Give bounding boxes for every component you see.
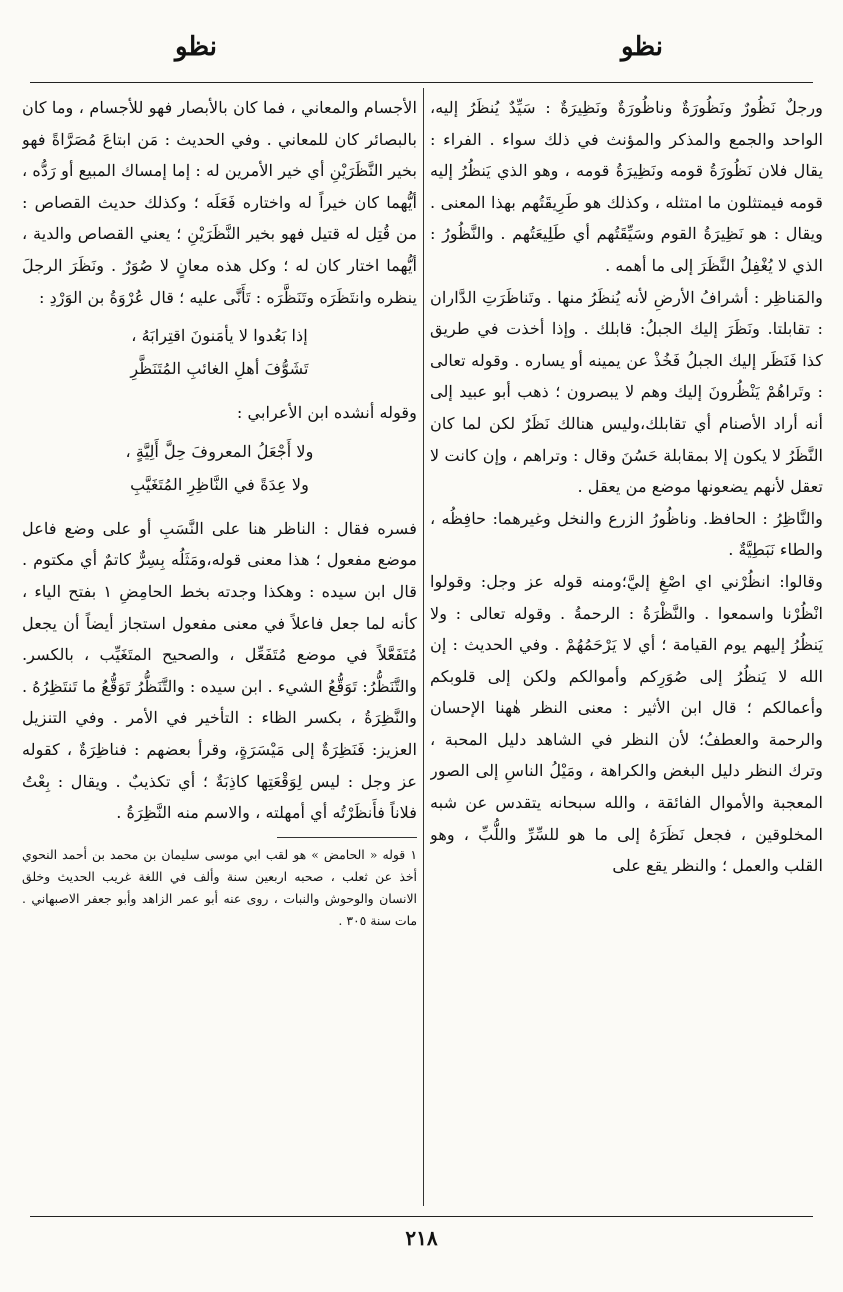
verse-urwa — [22, 319, 417, 385]
right-paragraph-4: وقالوا: انظُرْني اي اصْغِ إليَّ؛ومنه قوله عز وجل: وقولوا انْظُرْنا واسمعوا . والنَّظْرَةُ : الرحمةُ . وقوله تعالى : ولا يَنظُرُ إليهم يوم القيامة ؛ أي لا يَرْحَمُهُمْ . وفي الحديث : إن الله لا يَنظُرُ إلى صُوَرِكم وأموالكم ولكن إلى قلوبكم وأعمالكم ؛ قال ابن الأثير : معنى النظر هٰهنا الإحسان والرحمة والعطفُ؛ لأن النظر في الشاهد دليل المحبة ، وترك النظر دليل البغض والكراهة ، ومَيْلُ الناسِ إلى الصور المعجبة والأموال الفائقة ، والله سبحانه يتقدس عن شبه المخلوقين ، فجعل نَظَرَهُ إلى ما هو للسِّرِّ واللُّبِّ ، وهو القلب والعمل ؛ والنظر يقع على — [430, 571, 823, 876]
verse-line: تَشَوُّفَ أهلِ الغائبِ المُتَنَظَّرِ — [130, 359, 309, 379]
footer-rule — [30, 1216, 813, 1217]
right-paragraph-1: ورجلٌ نَظُورٌ ونَظُورَةٌ وناظُورَةٌ ونَظِيرَةٌ : سَيِّدٌ يُنظَرُ إليه، الواحد والجمع والمذكر والمؤنث في ذلك سواء . الفراء : يقال فلان نَظُورَةُ قومه ونَظِيرَةُ قومه ، وهو الذي يَنظُرُ إليه قومه فيمتثلون ما امتثله ، وكذلك هو طَرِيقَتُهم بهذا المعنى . ويقال : هو نَظِيرَةُ القوم وسَيِّقَتُهم أي طَلِيعَتُهم . والنَّظُورُ : الذي لا يُغْفِلُ النَّظَرَ إلى ما أهمه . — [430, 98, 823, 275]
verse-line: إذا بَعُدوا لا يأمَنونَ اقتِرابَهُ ، — [131, 326, 308, 346]
left-paragraph-1: الأجسام والمعاني ، فما كان بالأبصار فهو للأجسام ، وما كان بالبصائر كان للمعاني . وفي الحديث : مَن ابتاعَ مُصَرَّاةً فهو بخير النَّظَرَيْنِ أي خير الأمرين له : إما إمساك المبيع أو رَدُّه ، أيُّهما كان خيراً له واختاره فَعَلَه ؛ وكذلك حديث القصاص : من قُتِل له قتيل فهو بخير النَّظَرَيْنِ ؛ يعني القصاص والدية ، أيُّهما اختار كان له ؛ وكل هذه معانٍ لا صُوَرٌ . ونَظَرَ الرجلَ ينظره وانتَظَرَه وتَنَظَّرَه : تَأَنَّى عليه ؛ قال عُرْوَةُ بن الوَرْدِ : — [22, 98, 417, 307]
header-left-word: نظو — [175, 32, 217, 62]
left-paragraph-2: فسره فقال : الناظر هنا على النَّسَبِ أو على وضع فاعل موضع مفعول ؛ هذا معنى قوله،ومَثَلُه بِسِرٌّ كاتمٌ أي مكتوم . قال ابن سيده : وهكذا وجدته بخط الحامِضِ ١ بفتح الياء ، كأنه لما جعل فاعلاً في معنى مفعول استجاز أيضاً أن يجعل مُتَفَعَّلاً في موضع مُتَفَعِّل ، والصحيح المتَغَيِّب ، بالكسر. والتَّنَظُّرُ: تَوَقُّعُ الشيء . ابن سيده : والتَّنَظُّرُ تَوَقُّعُ ما تَنتَظِرُهُ . والنَّظِرَةُ ، بكسر الظاء : التأخير في الأمر . وفي التنزيل العزيز: فَنَظِرَةٌ إلى مَيْسَرَةٍ، وقرأ بعضهم : فناظِرَةٌ ، كقوله عز وجل : ليس لِوَقْعَتِها كاذِبَةٌ ؛ أي تكذيبٌ . ويقال : بِعْتُ فلاناً فأَنظَرْتُه أي أمهلته ، والاسم منه النَّظِرَةُ . — [22, 518, 417, 823]
verse-line: ولا عِدَةً في النَّاظِرِ المُتَغَيَّبِ — [130, 474, 309, 494]
right-paragraph-2: والمَناظِر : أشرافُ الأرضِ لأنه يُنظَرُ منها . وتَناظَرَتِ الدَّاران : تقابلتا. ونَظَرَ إليك الجبلُ: قابلك . وإذا أخذت في طريق كذا فَنَظَر إليك الجبلُ فَخُذْ عن يمينه أو يساره . وقوله تعالى : وتَراهُمْ يَنْظُرونَ إليك وهم لا يبصرون ؛ ذهب أبو عبيد إلى أنه أراد الأصنام أي تقابلك،وليس هنالك نَظَرٌ لكن لما كان النَّظَرُ لا يكون إلا بمقابلة حَسُنَ وقال : وتراهم ، وإن كانت لا تعقل لأنهم يضعونها موضع من يعقل . — [430, 287, 823, 497]
column-divider — [423, 88, 424, 1206]
verse-ibn-arabi — [22, 435, 417, 501]
page-number: ٢١٨ — [405, 1226, 438, 1250]
right-paragraph-3: والنَّاظِرُ : الحافظ. وناظُورُ الزرع والنخل وغيرهما: حافِظُه ، والطاء نَبَطِيَّةٌ . — [430, 508, 823, 560]
verse-line: ولا أَجْعَلُ المعروفَ حِلَّ أَلِيَّةٍ ، — [125, 441, 314, 461]
footnote-rule — [277, 837, 417, 838]
header-right-word: نظو — [621, 32, 663, 62]
left-column — [22, 92, 417, 1202]
verse-intro: وقوله أنشده ابن الأعرابي : — [236, 403, 417, 423]
right-column — [430, 92, 823, 1202]
header-rule — [30, 82, 813, 83]
footnote: ١ قوله « الحامض » هو لقب ابي موسى سليمان بن محمد بن أحمد النحوي أخذ عن ثعلب ، صحبه اربعين سنة وألف في اللغة غريب الحديث وخلق الانسان والوحوش والنبات ، روى عنه أبو عمر الزاهد وأبو جعفر الاصبهاني . مات سنة ٣٠٥ . — [22, 846, 417, 928]
